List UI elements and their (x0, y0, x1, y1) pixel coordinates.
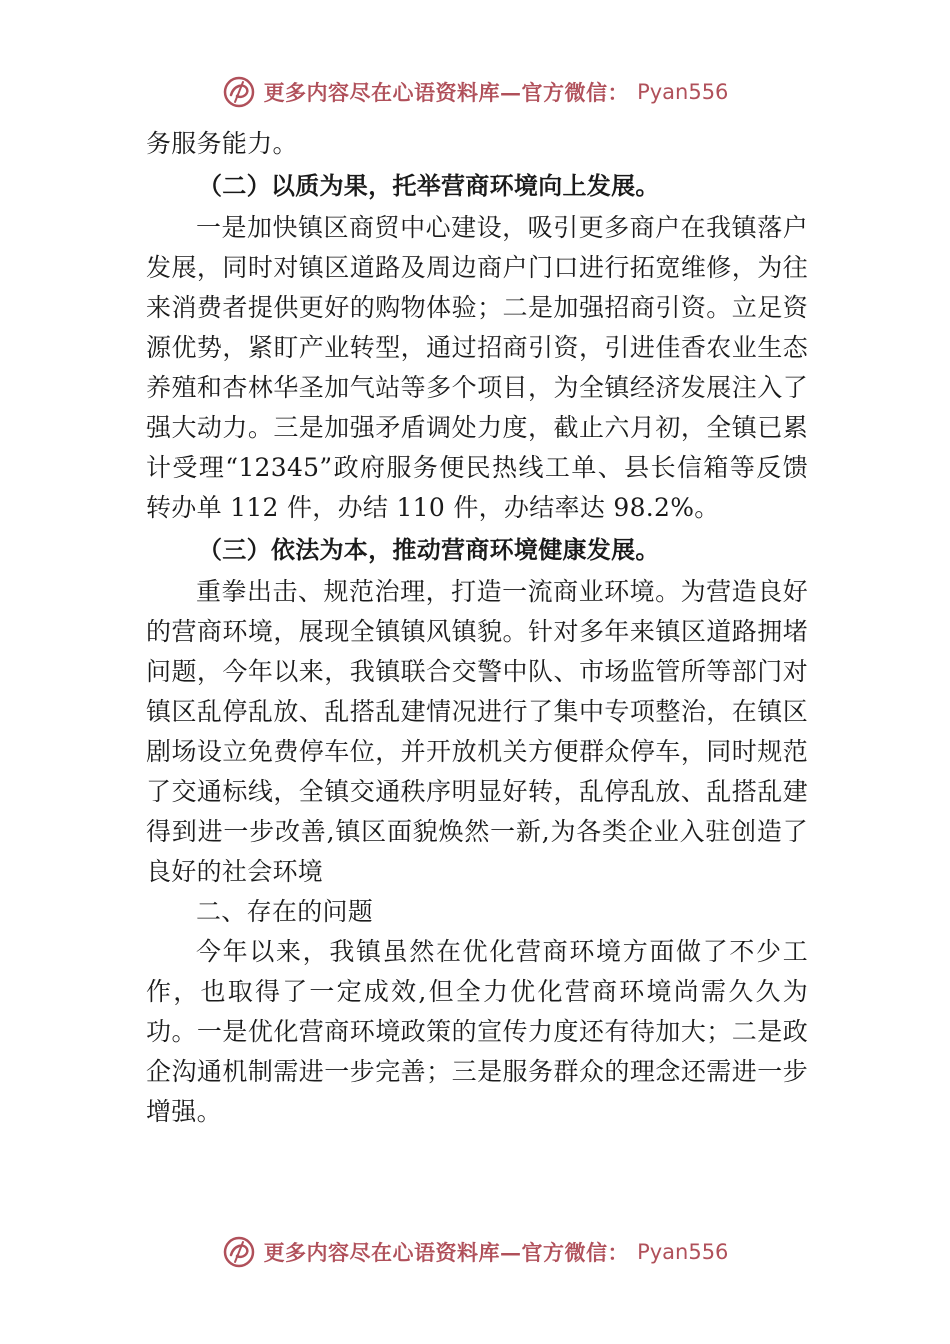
header-watermark (0, 72, 950, 112)
section-heading-2: （二）以质为果，托举营商环境向上发展。 (198, 172, 660, 200)
watermark-wechat-id: Pyan556 (637, 1240, 729, 1264)
paragraph-business-development: 一是加快镇区商贸中心建设，吸引更多商户在我镇落户发展，同时对镇区道路及周边商户门口进行拓宽维修，为往来消费者提供更好的购物体验；二是加强招商引资。立足资源优势，紧盯产业转型，通过招商引资，引进佳香农业生态养殖和杏林华圣加气站等多个项目，为全镇经济发展注入了强大动力。三是加强矛盾调处力度，截止六月初，全镇已累计受理“12345”政府服务便民热线工单、县长信箱等反馈转办单 112 件，办结 110 件，办结率达 98.2%。 (146, 213, 808, 522)
swirl-logo-icon (222, 1235, 256, 1269)
paragraph-problems: 今年以来，我镇虽然在优化营商环境方面做了不少工作，也取得了一定成效,但全力优化营商环境尚需久久为功。一是优化营商环境政策的宣传力度还有待加大；二是政企沟通机制需进一步完善；三是服务群众的理念还需进一步增强。 (146, 937, 808, 1126)
watermark-text: 更多内容尽在心语资料库—官方微信： (263, 80, 630, 105)
paragraph-governance: 重拳出击、规范治理，打造一流商业环境。为营造良好的营商环境，展现全镇镇风镇貌。针对多年来镇区道路拥堵问题，今年以来，我镇联合交警中队、市场监管所等部门对镇区乱停乱放、乱搭乱建情况进行了集中专项整治，在镇区剧场设立免费停车位，并开放机关方便群众停车，同时规范了交通标线，全镇交通秩序明显好转，乱停乱放、乱搭乱建得到进一步改善,镇区面貌焕然一新,为各类企业入驻创造了良好的社会环境 (146, 577, 808, 886)
section-title-problems: 二、存在的问题 (196, 897, 374, 926)
paragraph-continued: 务服务能力。 (146, 129, 298, 158)
section-heading-3: （三）依法为本，推动营商环境健康发展。 (198, 536, 660, 564)
swirl-logo-icon (222, 75, 256, 109)
watermark-wechat-id: Pyan556 (637, 80, 729, 104)
watermark-text: 更多内容尽在心语资料库—官方微信： (263, 1240, 630, 1265)
document-body (146, 124, 808, 1132)
footer-watermark (0, 1232, 950, 1272)
